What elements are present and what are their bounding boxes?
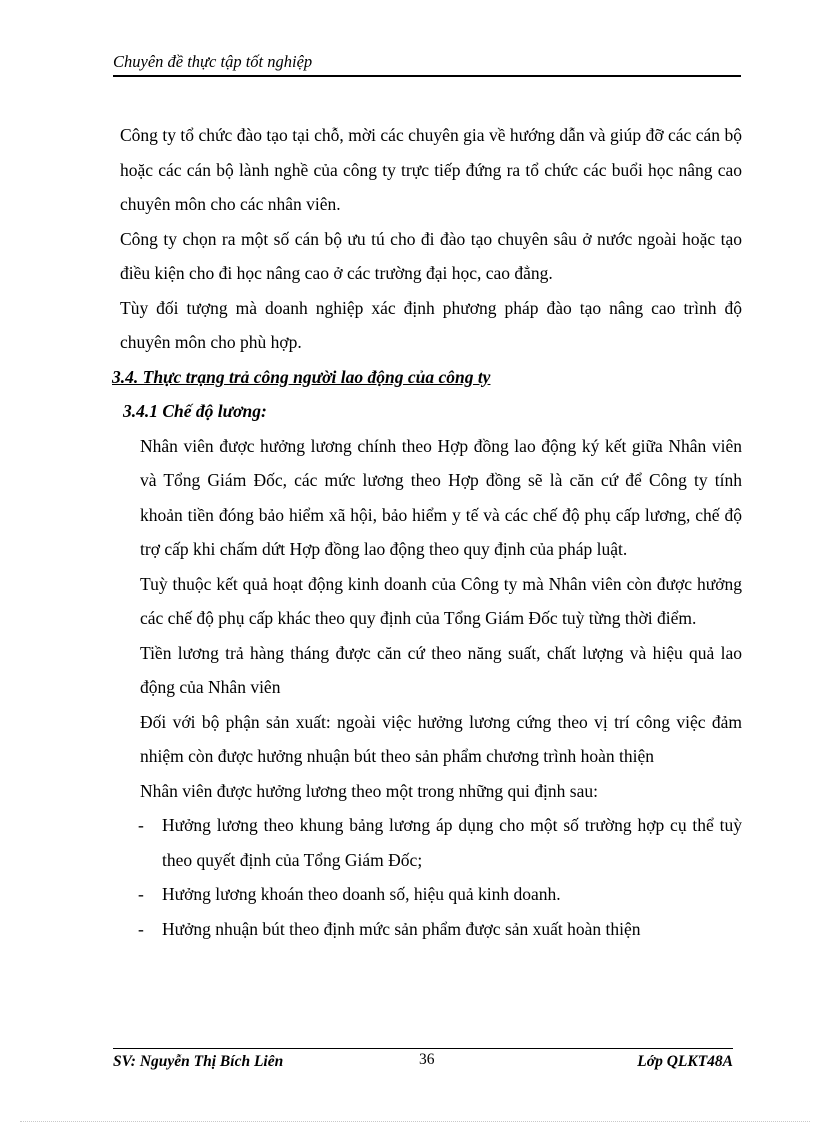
bottom-dotted-border xyxy=(20,1121,810,1122)
paragraph: Nhân viên được hưởng lương chính theo Hợp đồng lao động ký kết giữa Nhân viên và Tổng Giám Đốc, các mức lương theo Hợp đồng sẽ là căn cứ để Công ty tính khoản tiền đóng bảo hiểm xã hội, bảo hiểm y tế và các chế độ phụ cấp lương, chế độ trợ cấp khi chấm dứt Hợp đồng lao động theo quy định của pháp luật. xyxy=(140,435,742,559)
list-item-text: Hưởng lương khoán theo doanh số, hiệu quả kinh doanh. xyxy=(162,884,561,904)
paragraph: Công ty chọn ra một số cán bộ ưu tú cho đi đào tạo chuyên sâu ở nước ngoài hoặc tạo điều kiện cho đi học nâng cao ở các trường đại học, cao đẳng. xyxy=(120,228,742,283)
document-body xyxy=(112,118,742,946)
bullet-dash: - xyxy=(138,884,144,904)
page-number: 36 xyxy=(419,1051,435,1068)
list-item xyxy=(138,877,742,912)
header-title: Chuyên đề thực tập tốt nghiệp xyxy=(113,52,313,71)
paragraph: Tiền lương trả hàng tháng được căn cứ theo năng suất, chất lượng và hiệu quả lao động của Nhân viên xyxy=(140,642,742,697)
paragraph: Tùy đối tượng mà doanh nghiệp xác định phương pháp đào tạo nâng cao trình độ chuyên môn cho phù hợp. xyxy=(120,297,742,352)
list-item-text: Hưởng nhuận bút theo định mức sản phẩm được sản xuất hoàn thiện xyxy=(162,918,641,939)
subsection-heading: 3.4.1 Chế độ lương: xyxy=(123,401,267,421)
paragraph: Đối với bộ phận sản xuất: ngoài việc hưởng lương cứng theo vị trí công việc đảm nhiệm còn được hưởng nhuận bút theo sản phẩm chương trình hoàn thiện xyxy=(140,711,742,766)
paragraph: Nhân viên được hưởng lương theo một trong những qui định sau: xyxy=(140,780,598,801)
footer-class: Lớp QLKT48A xyxy=(637,1053,733,1070)
bullet-dash: - xyxy=(138,815,144,835)
section-heading: 3.4. Thực trạng trả công người lao động của công ty xyxy=(112,366,491,387)
paragraph: Tuỳ thuộc kết quả hoạt động kinh doanh của Công ty mà Nhân viên còn được hưởng các chế độ phụ cấp khác theo quy định của Tổng Giám Đốc tuỳ từng thời điểm. xyxy=(140,573,742,628)
list-item xyxy=(138,808,742,877)
footer-student: SV: Nguyễn Thị Bích Liên xyxy=(113,1053,284,1070)
list-item xyxy=(138,912,742,947)
page-footer xyxy=(113,1048,733,1079)
paragraph: Công ty tổ chức đào tạo tại chỗ, mời các chuyên gia về hướng dẫn và giúp đỡ các cán bộ hoặc các cán bộ lành nghề của công ty trực tiếp đứng ra tổ chức các buổi học nâng cao chuyên môn cho các nhân viên. xyxy=(120,125,742,214)
bullet-dash: - xyxy=(138,918,144,939)
list-item-text: Hưởng lương theo khung bảng lương áp dụng cho một số trường hợp cụ thể tuỳ theo quyết định của Tổng Giám Đốc; xyxy=(162,815,742,870)
page-header xyxy=(113,52,741,77)
